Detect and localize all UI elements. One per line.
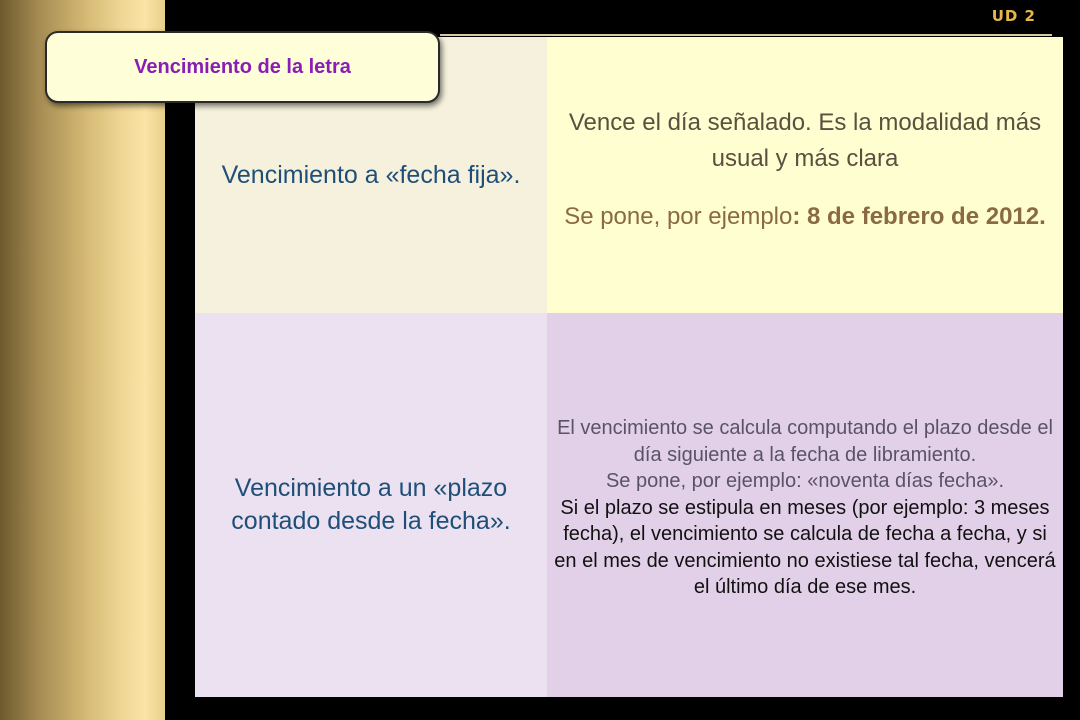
- description-cell-period: [547, 313, 1063, 697]
- example-value: : 8 de febrero de 2012.: [792, 203, 1046, 230]
- term-cell-period: [195, 313, 547, 697]
- decorative-gold-bar: [0, 0, 165, 720]
- top-divider: [440, 34, 1052, 36]
- maturity-table: [195, 37, 1063, 697]
- example-line: [553, 199, 1057, 235]
- description-text: Vence el día señalado. Es la modalidad más usual y más clara: [568, 109, 1042, 172]
- unit-label: UD 2: [991, 7, 1036, 25]
- description-paragraph-example: Se pone, por ejemplo: «noventa días fecha».: [605, 470, 1005, 493]
- description-fixed-date: [547, 105, 1063, 235]
- description-paragraph-months: Si el plazo se estipula en meses (por ejemplo: 3 meses fecha), el vencimiento se calcula de fecha a fecha, y si en el mes de vencimiento no existiese tal fecha, vencerá el último día de ese mes.: [554, 496, 1056, 599]
- term-period: Vencimiento a un «plazo contado desde la fecha».: [231, 474, 511, 535]
- description-paragraph-calc: El vencimiento se calcula computando el plazo desde el día siguiente a la fecha de libramiento.: [557, 417, 1053, 466]
- page-title: Vencimiento de la letra: [45, 31, 440, 103]
- description-period: [547, 415, 1063, 601]
- term-fixed-date: Vencimiento a «fecha fija».: [221, 160, 521, 189]
- description-cell-fixed-date: [547, 37, 1063, 313]
- example-prefix: Se pone, por ejemplo: [564, 203, 793, 230]
